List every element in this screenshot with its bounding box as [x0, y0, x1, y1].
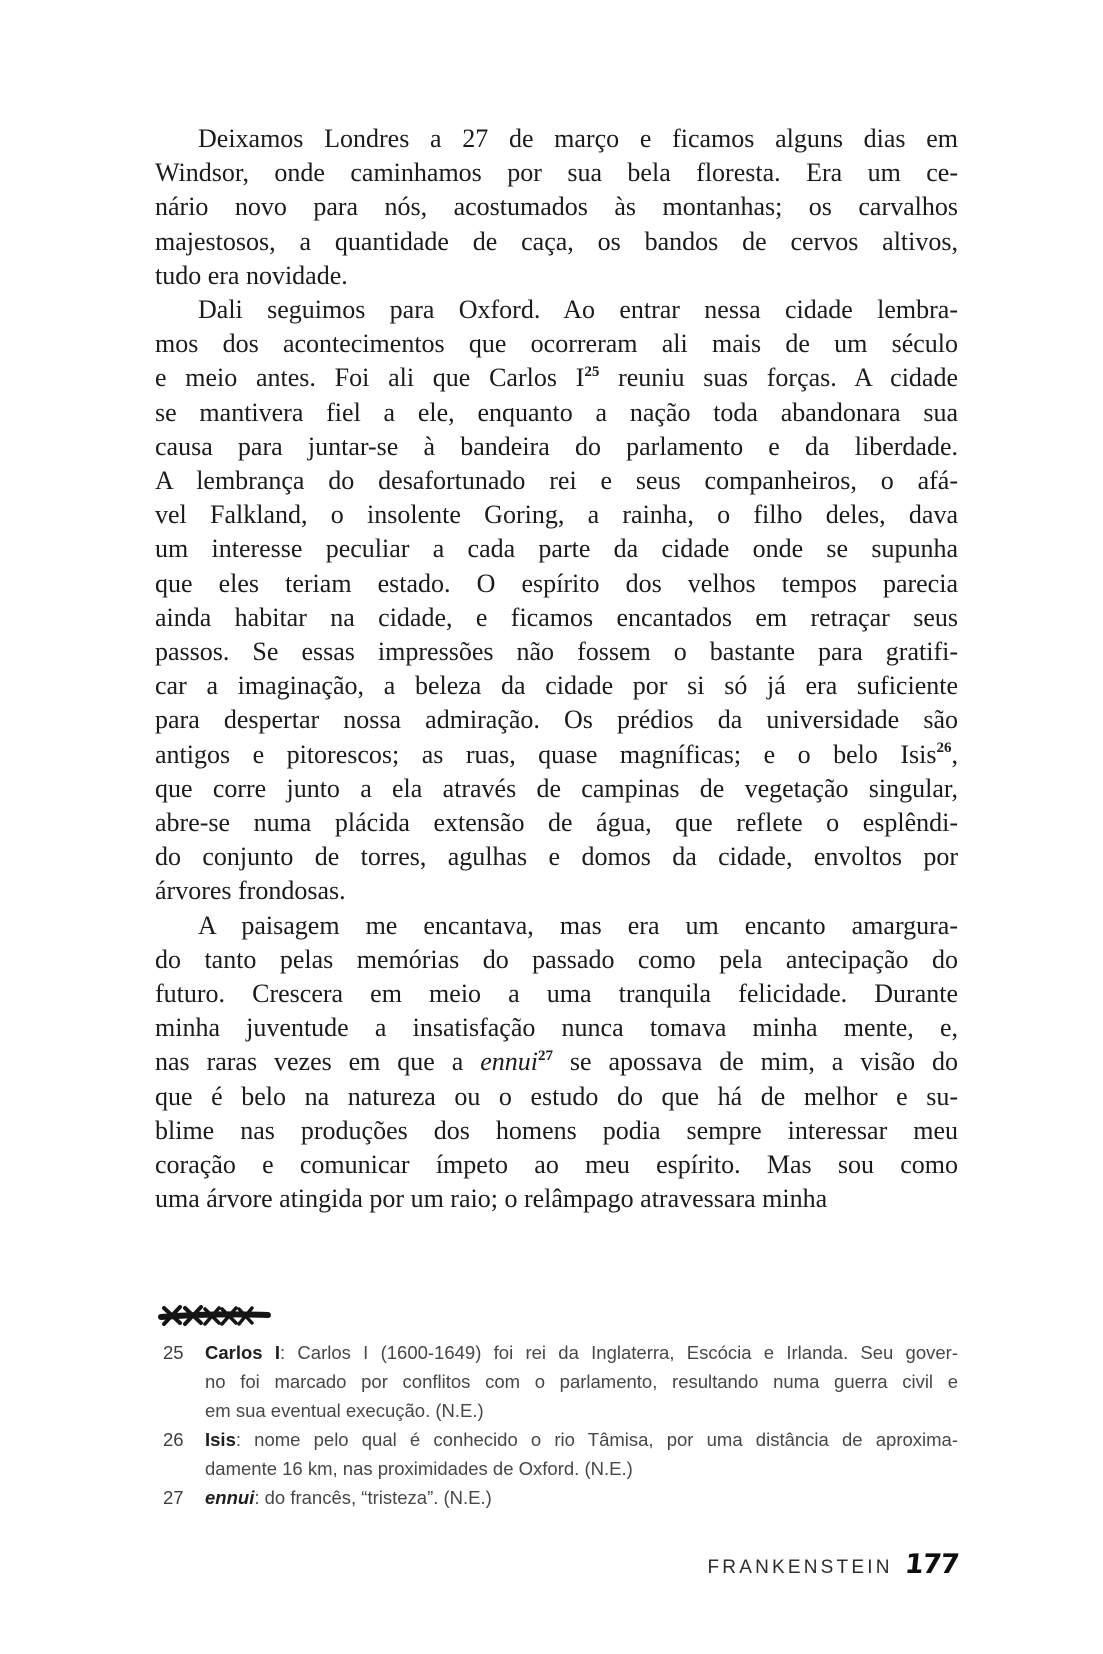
- text-line: majestosos, a quantidade de caça, os bandos de cervos altivos,: [155, 226, 958, 256]
- footnote-number: 26: [163, 1429, 184, 1450]
- page-number: 177: [902, 1549, 960, 1580]
- text-line: uma árvore atingida por um raio; o relâmpago atravessara minha: [155, 1184, 828, 1214]
- text-line: abre-se numa plácida extensão de água, que reflete o esplêndi-: [155, 808, 958, 838]
- page-footer: [707, 1549, 958, 1580]
- paragraph: [155, 909, 958, 1217]
- text-line: que corre junto a ela através de campinas de vegetação singular,: [155, 773, 958, 803]
- text-line: do tanto pelas memórias do passado como pela antecipação do: [155, 944, 958, 974]
- paragraph: [155, 293, 958, 909]
- paragraph: [155, 122, 958, 293]
- footnote-line: no foi marcado por conflitos com o parlamento, resultando numa guerra civil e: [205, 1371, 958, 1392]
- footnote-line: Isis: nome pelo qual é conhecido o rio Tâmisa, por uma distância de aproxima-: [205, 1429, 958, 1450]
- text-line: do conjunto de torres, agulhas e domos da cidade, envoltos por: [155, 842, 958, 872]
- text-line: passos. Se essas impressões não fossem o bastante para gratifi-: [155, 637, 958, 667]
- text-line: blime nas produções dos homens podia sempre interessar meu: [155, 1115, 958, 1145]
- footnote-line: ennui: do francês, “tristeza”. (N.E.): [205, 1487, 492, 1508]
- text-line: car a imaginação, a beleza da cidade por si só já era suficiente: [155, 671, 958, 701]
- footnote-number: 25: [163, 1342, 184, 1363]
- text-line: se mantivera fiel a ele, enquanto a nação toda abandonara sua: [155, 397, 958, 427]
- book-title: FRANKENSTEIN: [707, 1557, 893, 1578]
- text-line: Deixamos Londres a 27 de março e ficamos alguns dias em: [198, 124, 958, 153]
- text-line: tudo era novidade.: [155, 260, 348, 290]
- text-line: árvores frondosas.: [155, 876, 346, 906]
- text-line: antigos e pitorescos; as ruas, quase magníficas; e o belo Isis$^{26}$,: [155, 739, 958, 769]
- text-line: e meio antes. Foi ali que Carlos $I^{25}$ reuniu suas forças. A cidade: [155, 363, 959, 393]
- text-line: que é belo na natureza ou o estudo do que há de melhor e su-: [155, 1081, 958, 1111]
- text-line: ainda habitar na cidade, e ficamos encantados em retraçar seus: [155, 602, 958, 632]
- footnote-item: [163, 1425, 958, 1483]
- footnote-text: [205, 1425, 958, 1483]
- footnote-text: [205, 1338, 958, 1425]
- body-text: [155, 122, 958, 1217]
- text-line: minha juventude a insatisfação nunca tomava minha mente, e,: [155, 1013, 958, 1043]
- footnotes: [163, 1338, 958, 1512]
- footnote-line: damente 16 km, nas proximidades de Oxford. (N.E.): [205, 1458, 633, 1479]
- text-line: coração e comunicar ímpeto ao meu espírito. Mas sou como: [155, 1150, 958, 1180]
- text-line: nário novo para nós, acostumados às montanhas; os carvalhos: [155, 192, 958, 222]
- text-line: A paisagem me encantava, mas era um encanto amargura-: [198, 910, 958, 940]
- footnote-line: Carlos I: Carlos I (1600-1649) foi rei da Inglaterra, Escócia e Irlanda. Seu gover-: [205, 1342, 958, 1363]
- footnote-item: [163, 1338, 958, 1425]
- text-line: nas raras vezes em que a ennui$^{27}$ se apossava de mim, a visão do: [155, 1047, 958, 1077]
- text-line: vel Falkland, o insolente Goring, a rainha, o filho deles, dava: [155, 500, 958, 530]
- text-line: um interesse peculiar a cada parte da cidade onde se supunha: [155, 534, 958, 564]
- text-line: futuro. Crescera em meio a uma tranquila felicidade. Durante: [155, 979, 958, 1009]
- footnote-item: [163, 1483, 958, 1512]
- text-line: mos dos acontecimentos que ocorreram ali mais de um século: [155, 329, 958, 359]
- footnote-line: em sua eventual execução. (N.E.): [205, 1400, 484, 1421]
- text-line: que eles teriam estado. O espírito dos velhos tempos parecia: [155, 568, 958, 598]
- footnote-text: [205, 1483, 958, 1512]
- text-line: Dali seguimos para Oxford. Ao entrar nessa cidade lembra-: [198, 295, 958, 325]
- text-line: causa para juntar-se à bandeira do parlamento e da liberdade.: [155, 431, 958, 461]
- text-line: Windsor, onde caminhamos por sua bela floresta. Era um ce-: [155, 158, 958, 188]
- text-line: A lembrança do desafortunado rei e seus companheiros, o afá-: [155, 466, 958, 496]
- footnote-number: 27: [163, 1487, 184, 1508]
- scratch-line-icon: [158, 1303, 273, 1327]
- footnote-separator: [158, 1303, 273, 1327]
- text-line: para despertar nossa admiração. Os prédios da universidade são: [155, 705, 958, 735]
